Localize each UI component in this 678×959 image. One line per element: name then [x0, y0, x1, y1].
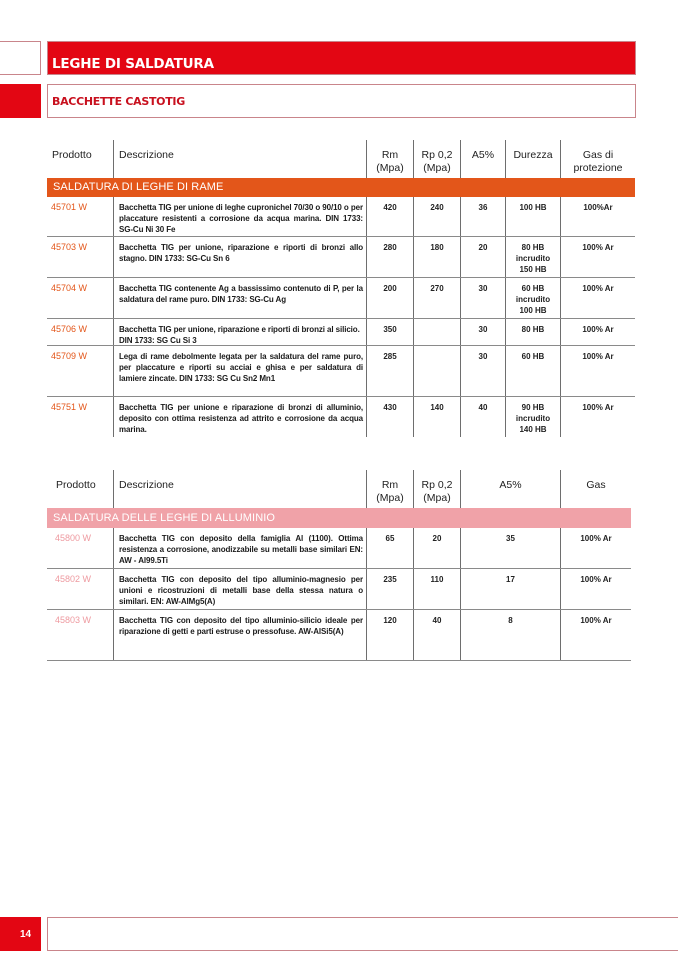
- table-row: [47, 278, 635, 319]
- header-durezza-label: Durezza: [513, 149, 553, 161]
- header-rm-line2: (Mpa): [376, 162, 404, 174]
- product-code: 45701 W: [51, 202, 88, 212]
- a5-value: 40: [460, 397, 505, 437]
- subsection-title-bar: [47, 84, 636, 118]
- product-description: Bacchetta TIG per unione di leghe cupronichel 70/30 o 90/10 o per placcature resistenti a corrosione da acqua marina. DIN 1733: SG-Cu Ni 30 Fe: [113, 197, 366, 236]
- product-code: 45802 W: [55, 574, 92, 584]
- durezza-line3: 100 HB: [519, 306, 547, 315]
- gas-value: 100% Ar: [560, 237, 635, 277]
- product-description: Bacchetta TIG per unione, riparazione e riporti di bronzi allo stagno. DIN 1733: SG-Cu Sn 6: [113, 237, 366, 277]
- section-band-label: SALDATURA DELLE LEGHE DI ALLUMINIO: [53, 512, 276, 524]
- header-a5-label: A5%: [471, 149, 495, 161]
- a5-value: 36: [460, 197, 505, 236]
- rm-value: 120: [366, 610, 413, 660]
- durezza-value: [505, 237, 560, 277]
- durezza-line1: 60 HB: [521, 352, 545, 361]
- product-code: 45704 W: [51, 283, 88, 293]
- page-number-box: [0, 917, 41, 951]
- product-description: Lega di rame debolmente legata per la saldatura del rame puro, per placcature e riporti su acciai e ghisa e per saldatura di lamiere zincate. DIN 1733: SG Cu Sn2 Mn1: [113, 346, 366, 396]
- a5-value: 30: [460, 319, 505, 345]
- header-prodotto: [47, 470, 113, 508]
- gas-value: 100%Ar: [560, 197, 635, 236]
- gas-value: 100% Ar: [560, 528, 631, 568]
- table-row: [47, 397, 635, 437]
- table-row: [47, 569, 631, 610]
- header-rp: [413, 140, 460, 178]
- gas-value: 100% Ar: [560, 569, 631, 609]
- rm-value: 285: [366, 346, 413, 396]
- durezza-value: [505, 278, 560, 318]
- table-header-row: [47, 140, 635, 178]
- durezza-line1: 100 HB: [519, 203, 547, 212]
- durezza-line1: 90 HB: [521, 403, 545, 412]
- durezza-line1: 80 HB: [521, 243, 545, 252]
- durezza-line1: 80 HB: [521, 325, 545, 334]
- product-description: Bacchetta TIG contenente Ag a bassissimo contenuto di P, per la saldatura del rame puro. DIN 1733: SG-Cu Ag: [113, 278, 366, 318]
- product-description: Bacchetta TIG per unione, riparazione e riporti di bronzi al silicio. DIN 1733: SG Cu Si 3: [113, 319, 366, 345]
- rm-value: 430: [366, 397, 413, 437]
- table-row: [47, 528, 631, 569]
- header-rp-line1: Rp 0,2: [421, 149, 453, 161]
- product-code: 45751 W: [51, 402, 88, 412]
- header-gas: [560, 470, 631, 508]
- durezza-line2: incrudito: [515, 254, 551, 263]
- product-description: Bacchetta TIG per unione e riparazione di bronzi di alluminio, deposito con ottima resistenza ad attrito e corrosione da acqua marina.: [113, 397, 366, 437]
- rp-value: [413, 346, 460, 396]
- header-descrizione-label: Descrizione: [119, 479, 174, 491]
- page-number: 14: [20, 929, 32, 940]
- header-gas: [560, 140, 635, 178]
- header-descrizione-label: Descrizione: [119, 149, 174, 161]
- product-code: 45706 W: [51, 324, 88, 334]
- header-rm-line2: (Mpa): [376, 492, 404, 504]
- header-rp-line1: Rp 0,2: [421, 479, 453, 491]
- header-durezza: [505, 140, 560, 178]
- durezza-line1: 60 HB: [521, 284, 545, 293]
- header-descrizione: [113, 140, 366, 178]
- header-descrizione: [113, 470, 366, 508]
- subsection-title: BACCHETTE CASTOTIG: [52, 95, 185, 108]
- table-header-row: [47, 470, 631, 508]
- rp-value: 140: [413, 397, 460, 437]
- durezza-line2: incrudito: [515, 295, 551, 304]
- aluminium-alloys-table: [47, 470, 631, 662]
- a5-value: 30: [460, 278, 505, 318]
- rm-value: 420: [366, 197, 413, 236]
- rp-value: 270: [413, 278, 460, 318]
- copper-alloys-table: [47, 140, 635, 438]
- rp-value: 20: [413, 528, 460, 568]
- rm-value: 65: [366, 528, 413, 568]
- rm-value: 350: [366, 319, 413, 345]
- table-row: [47, 610, 631, 661]
- rp-value: 40: [413, 610, 460, 660]
- table-row: [47, 319, 635, 346]
- table-row: [47, 346, 635, 397]
- section-band-label: SALDATURA DI LEGHE DI RAME: [53, 181, 224, 193]
- durezza-value: [505, 397, 560, 437]
- rp-value: 110: [413, 569, 460, 609]
- header-gas-line1: Gas di: [582, 149, 614, 161]
- header-a5: [460, 140, 505, 178]
- header-gas-label: Gas: [586, 479, 606, 491]
- header-rm-line1: Rm: [381, 479, 399, 491]
- rm-value: 200: [366, 278, 413, 318]
- rm-value: 280: [366, 237, 413, 277]
- durezza-value: [505, 197, 560, 236]
- gas-value: 100% Ar: [560, 319, 635, 345]
- section-band-aluminium: [47, 508, 631, 528]
- durezza-line3: 140 HB: [519, 425, 547, 434]
- durezza-line3: 150 HB: [519, 265, 547, 274]
- durezza-value: [505, 346, 560, 396]
- durezza-value: [505, 319, 560, 345]
- product-code: 45703 W: [51, 242, 88, 252]
- rm-value: 235: [366, 569, 413, 609]
- product-description: Bacchetta TIG con deposito della famiglia Al (1100). Ottima resistenza a corrosione, anodizzabile su metalli base similari EN: AW - Al99.5Ti: [113, 528, 366, 568]
- header-prodotto-label: Prodotto: [52, 149, 92, 161]
- gas-value: 100% Ar: [560, 610, 631, 660]
- table-row: [47, 237, 635, 278]
- header-gas-line2: protezione: [573, 162, 623, 174]
- header-side-box: [0, 41, 41, 75]
- gas-value: 100% Ar: [560, 278, 635, 318]
- product-code: 45709 W: [51, 351, 88, 361]
- section-title-bar: [47, 41, 636, 75]
- gas-value: 100% Ar: [560, 397, 635, 437]
- a5-value: 30: [460, 346, 505, 396]
- a5-value: 17: [460, 569, 560, 609]
- section-band-copper: [47, 178, 635, 197]
- header-rp-line2: (Mpa): [423, 162, 451, 174]
- product-description: Bacchetta TIG con deposito del tipo alluminio-silicio ideale per riparazione di getti e parti estruse o pressofuse. AW-AlSi5(A): [113, 610, 366, 660]
- header-rp-line2: (Mpa): [423, 492, 451, 504]
- a5-value: 20: [460, 237, 505, 277]
- header-prodotto: [47, 140, 113, 178]
- header-rm: [366, 140, 413, 178]
- rp-value: 240: [413, 197, 460, 236]
- gas-value: 100% Ar: [560, 346, 635, 396]
- header-a5-label: A5%: [499, 479, 522, 491]
- product-description: Bacchetta TIG con deposito del tipo alluminio-magnesio per unioni e ricostruzioni di metalli base della stessa natura o similari. EN: AW-AlMg5(A): [113, 569, 366, 609]
- a5-value: 8: [460, 610, 560, 660]
- rp-value: [413, 319, 460, 345]
- product-code: 45800 W: [55, 533, 92, 543]
- rp-value: 180: [413, 237, 460, 277]
- header-rm: [366, 470, 413, 508]
- header-a5: [460, 470, 560, 508]
- product-code: 45803 W: [55, 615, 92, 625]
- section-title: LEGHE DI SALDATURA: [52, 56, 214, 72]
- table-row: [47, 197, 635, 237]
- a5-value: 35: [460, 528, 560, 568]
- header-rp: [413, 470, 460, 508]
- header-prodotto-label: Prodotto: [56, 479, 96, 491]
- durezza-line2: incrudito: [515, 414, 551, 423]
- footer-bar: [47, 917, 678, 951]
- header-rm-line1: Rm: [381, 149, 399, 161]
- subheader-side-box: [0, 84, 41, 118]
